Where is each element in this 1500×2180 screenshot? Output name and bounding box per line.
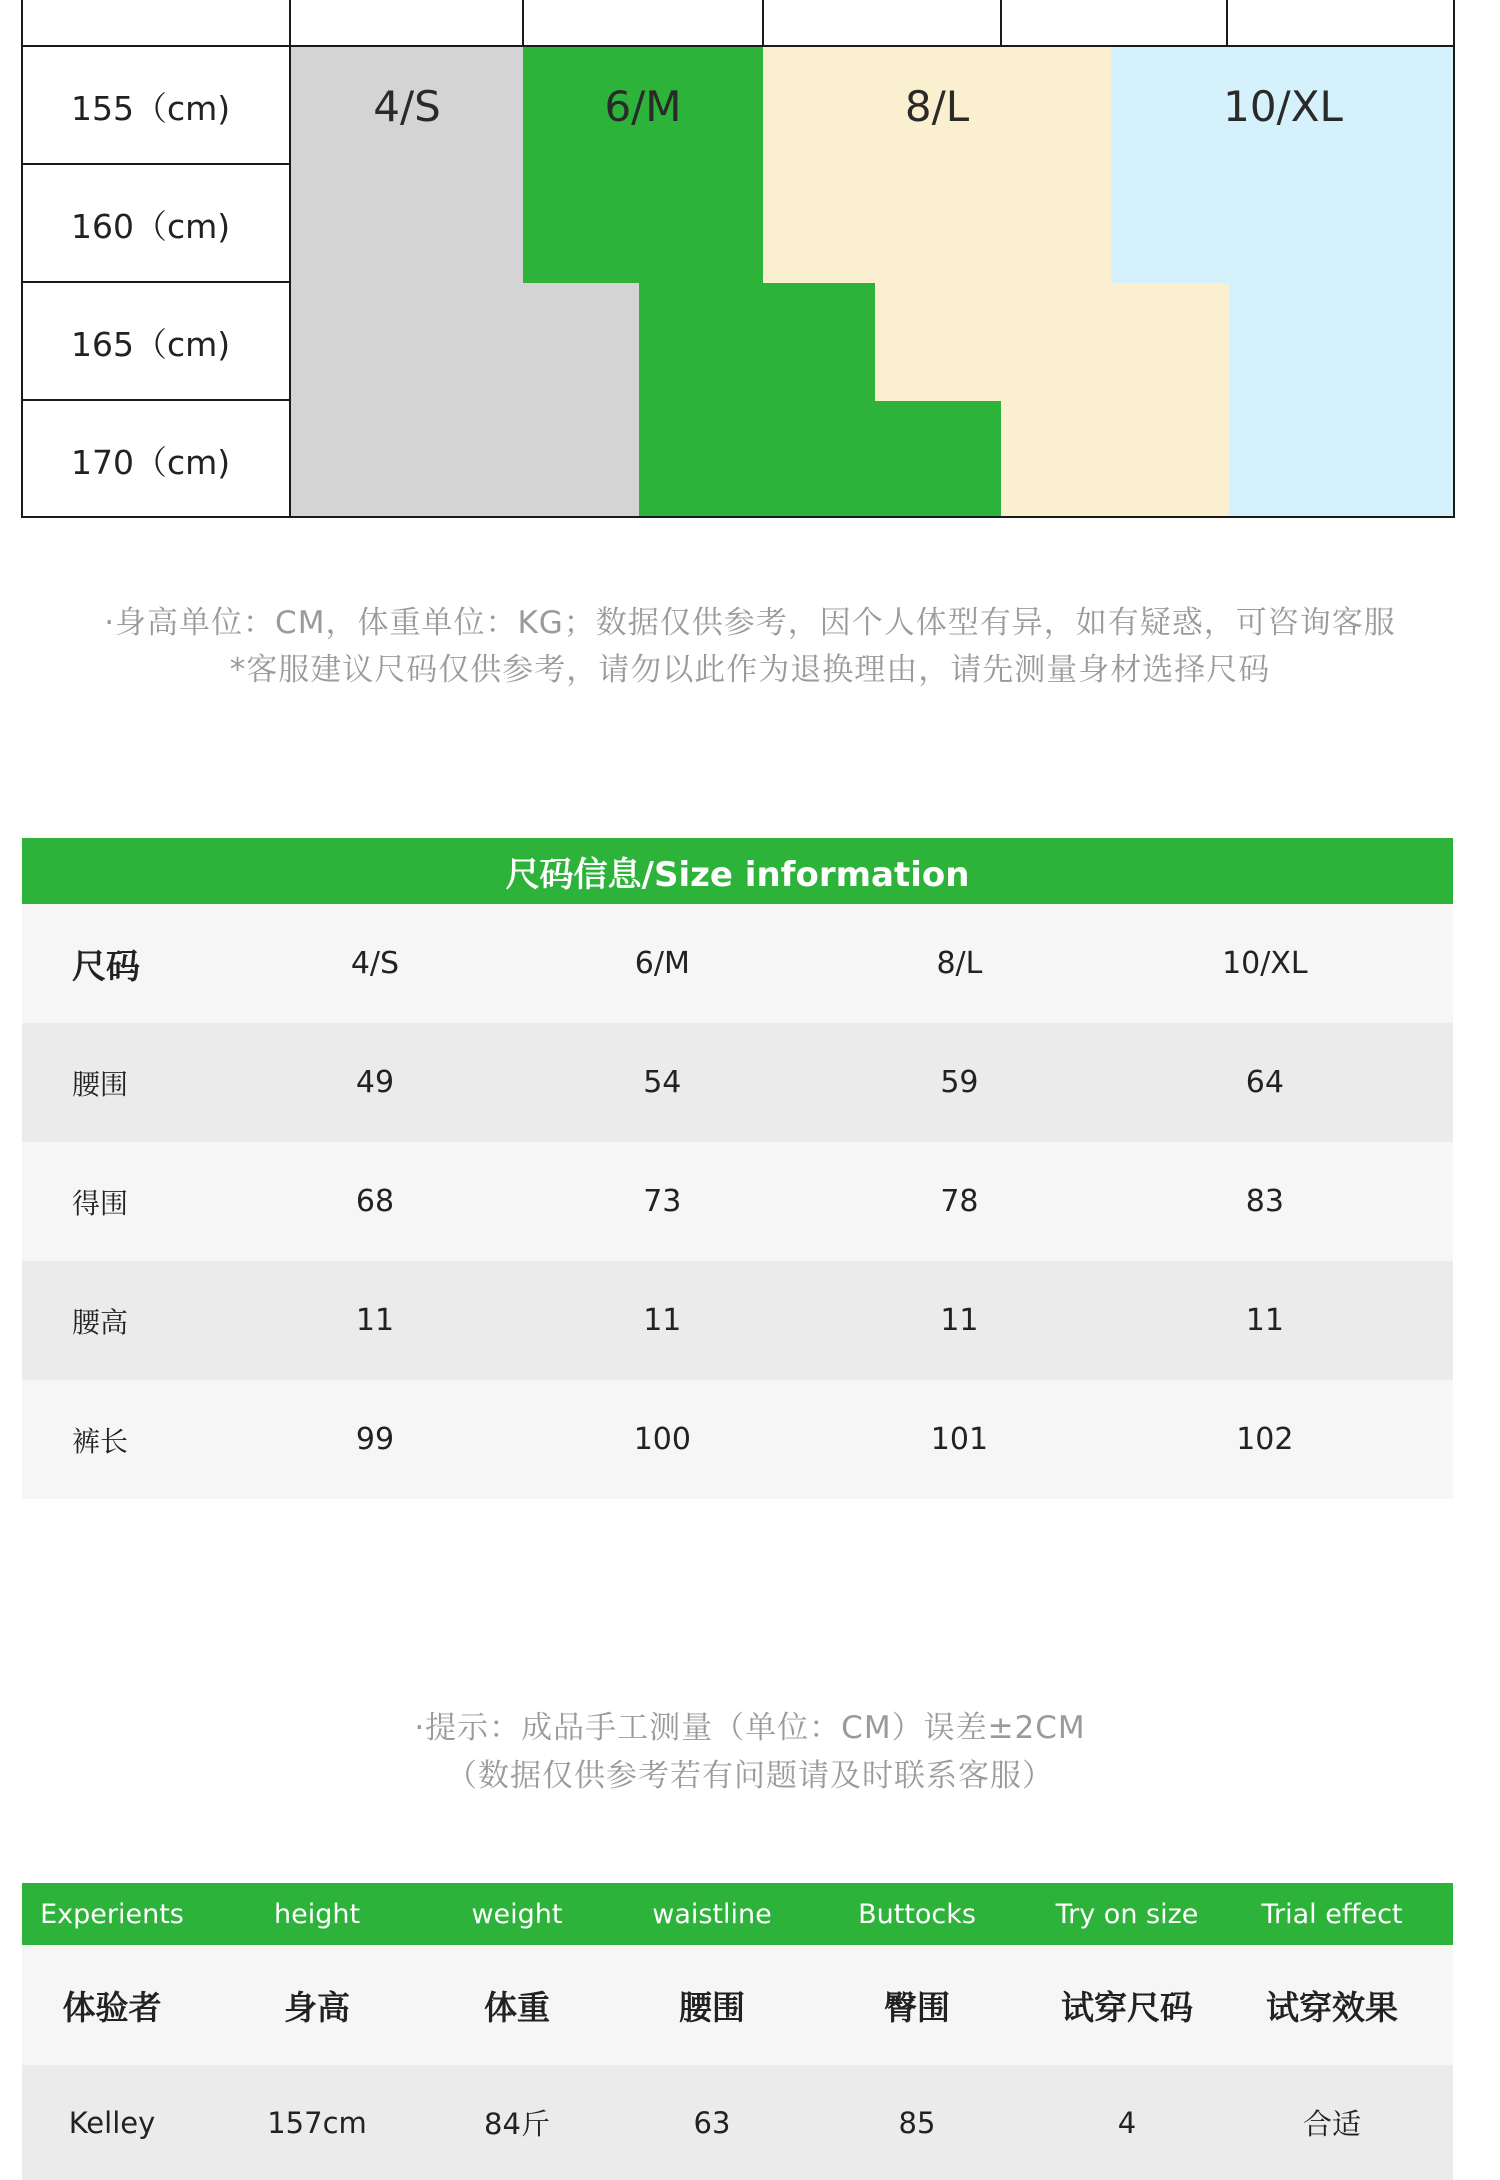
size-label-l: 8/L xyxy=(904,81,970,131)
cell: 100 xyxy=(633,1422,691,1457)
cell: 11 xyxy=(940,1303,979,1338)
cell: 6/M xyxy=(634,946,690,981)
col-header: 臀围 xyxy=(884,1987,950,2027)
size-info-title: 尺码信息/Size information xyxy=(22,838,1453,904)
cell: 11 xyxy=(643,1303,682,1338)
col-header: Try on size xyxy=(1055,1898,1199,1930)
height-row-160: 160（cm) xyxy=(71,206,231,246)
table-row xyxy=(22,1023,1453,1142)
cell: 4 xyxy=(1117,2105,1137,2140)
tryon-header-en xyxy=(22,1883,1453,1945)
col-header: 身高 xyxy=(284,1987,350,2027)
note-measure: ·提示：成品手工测量（单位：CM）误差±2CM xyxy=(414,1710,1086,1746)
cell: 83 xyxy=(1245,1184,1284,1219)
col-header: 试穿效果 xyxy=(1266,1987,1398,2027)
cell: 63 xyxy=(693,2105,731,2140)
table-row-header xyxy=(22,904,1453,1023)
size-l-block-bottom xyxy=(1001,401,1229,518)
table-row xyxy=(22,1142,1453,1261)
note-contact: （数据仅供参考若有问题请及时联系客服） xyxy=(446,1758,1054,1794)
cell: 78 xyxy=(940,1184,979,1219)
col-header: 体重 xyxy=(484,1987,550,2027)
cell: 84斤 xyxy=(484,2107,550,2141)
row-label: 裤长 xyxy=(72,1424,129,1458)
size-m-block-bottom xyxy=(639,401,1001,518)
note-units: ·身高单位：CM，体重单位：KG；数据仅供参考，因个人体型有异，如有疑惑，可咨询客服 xyxy=(104,605,1396,641)
size-info-table xyxy=(22,838,1453,1499)
cell: 10/XL xyxy=(1222,946,1308,981)
col-header: waistline xyxy=(652,1898,772,1930)
height-row-165: 165（cm) xyxy=(71,324,231,364)
cell: 73 xyxy=(643,1184,682,1219)
cell: 11 xyxy=(1245,1303,1284,1338)
row-label: 腰围 xyxy=(72,1067,129,1101)
size-xl-block-bottom xyxy=(1229,283,1455,518)
table-row xyxy=(22,1261,1453,1380)
col-header: Buttocks xyxy=(858,1898,976,1930)
table-row xyxy=(22,2065,1453,2180)
col-header: Trial effect xyxy=(1261,1898,1403,1930)
size-chart-grid xyxy=(21,0,1455,518)
cell: 64 xyxy=(1245,1065,1284,1100)
tryon-table xyxy=(22,1883,1453,2180)
height-row-170: 170（cm) xyxy=(71,442,231,482)
cell: Kelley xyxy=(68,2105,156,2140)
cell: 11 xyxy=(355,1303,395,1338)
col-header: 试穿尺码 xyxy=(1061,1987,1193,2027)
cell: 85 xyxy=(898,2105,936,2140)
col-header: height xyxy=(273,1898,361,1930)
height-row-155: 155（cm) xyxy=(71,88,231,128)
cell: 合适 xyxy=(1302,2107,1361,2141)
col-header: Experients xyxy=(40,1898,184,1930)
cell: 4/S xyxy=(350,946,400,981)
size-label-xl: 10/XL xyxy=(1223,81,1343,131)
size-m-block-mid xyxy=(639,283,875,401)
row-label: 尺码 xyxy=(72,947,140,987)
table-row xyxy=(22,1380,1453,1499)
size-label-s: 4/S xyxy=(373,81,441,131)
col-header: 腰围 xyxy=(679,1987,745,2027)
cell: 99 xyxy=(355,1422,395,1457)
size-label-m: 6/M xyxy=(604,81,682,131)
row-label: 腰高 xyxy=(72,1305,129,1339)
col-header: weight xyxy=(471,1898,563,1930)
cell: 54 xyxy=(643,1065,682,1100)
cell: 59 xyxy=(940,1065,979,1100)
size-l-block-mid xyxy=(875,283,1229,401)
cell: 49 xyxy=(355,1065,395,1100)
cell: 68 xyxy=(355,1184,395,1219)
col-header: 体验者 xyxy=(62,1987,162,2027)
cell: 102 xyxy=(1236,1422,1294,1457)
row-label: 得围 xyxy=(72,1186,129,1220)
cell: 8/L xyxy=(936,946,983,981)
tryon-header-cn xyxy=(22,1945,1453,2065)
size-s-block-bottom xyxy=(291,283,639,518)
note-advice: *客服建议尺码仅供参考，请勿以此作为退换理由，请先测量身材选择尺码 xyxy=(229,652,1271,688)
cell: 157cm xyxy=(267,2105,367,2140)
cell: 101 xyxy=(930,1422,989,1457)
